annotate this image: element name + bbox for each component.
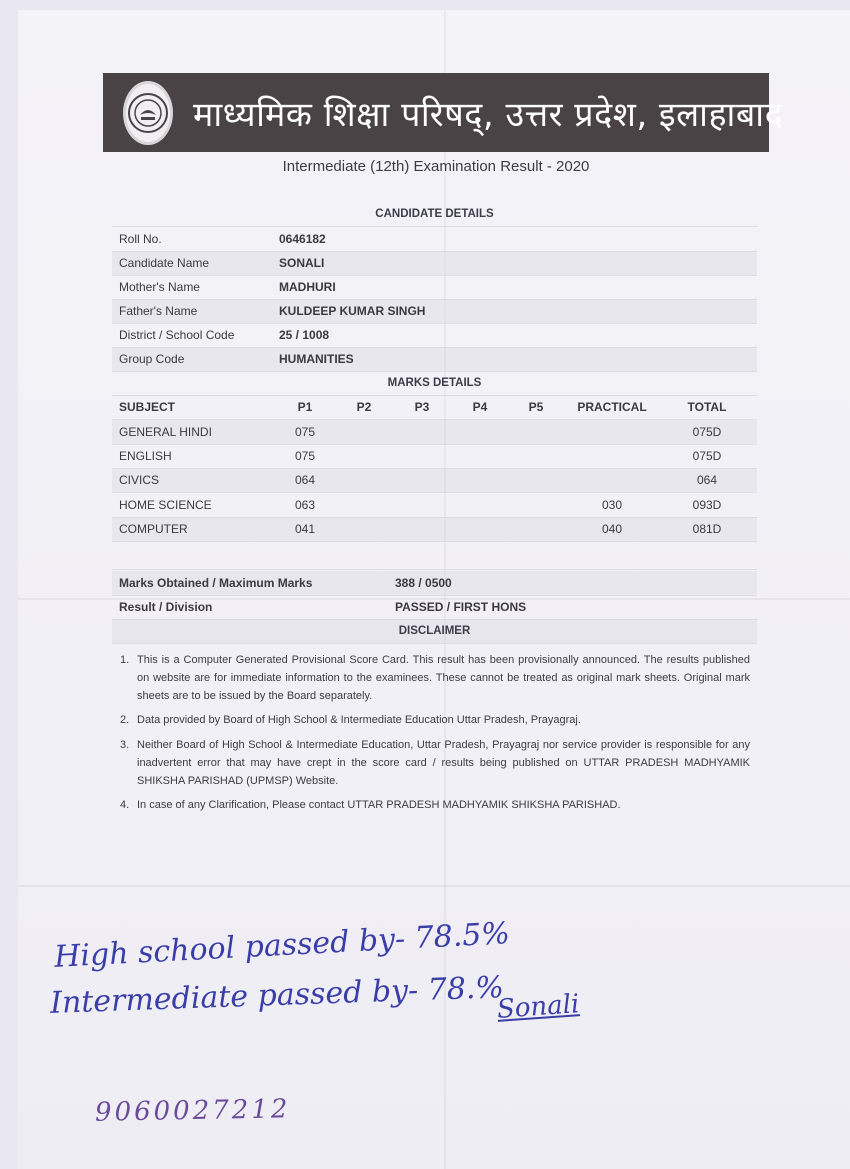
school-code: 25 / 1008 <box>279 328 330 342</box>
handwritten-intermediate-note: Intermediate passed by- 78.% <box>49 970 505 1021</box>
subject-name: GENERAL HINDI <box>119 425 212 439</box>
marks-row <box>112 493 757 518</box>
candidate-field-row <box>112 299 757 324</box>
marks-obtained-label: Marks Obtained / Maximum Marks <box>119 576 313 590</box>
p1-mark: 064 <box>294 473 316 487</box>
result-value: PASSED / FIRST HONS <box>395 600 527 614</box>
column-header: P4 <box>472 400 488 414</box>
p1-mark: 041 <box>294 522 316 536</box>
marks-summary-row <box>112 571 757 596</box>
column-header: PRACTICAL <box>577 400 647 414</box>
total-mark: 075D <box>692 449 722 463</box>
mother-name: MADHURI <box>279 280 336 294</box>
father-name: KULDEEP KUMAR SINGH <box>279 304 426 318</box>
result-row <box>112 595 757 620</box>
result-label: Result / Division <box>119 600 213 614</box>
paper-fold <box>18 885 850 887</box>
column-header: P5 <box>528 400 544 414</box>
candidate-section-header: CANDIDATE DETAILS <box>112 202 757 227</box>
subject-name: HOME SCIENCE <box>119 498 212 512</box>
handwritten-phone-number: 9060027212 <box>94 1094 291 1128</box>
candidate-field-row <box>112 275 757 300</box>
field-label: Father's Name <box>119 304 198 318</box>
handwritten-signature: Sonali <box>496 989 581 1025</box>
total-mark: 093D <box>692 498 722 512</box>
marks-obtained-value: 388 / 0500 <box>395 576 452 590</box>
marks-row <box>112 468 757 493</box>
blank-row <box>112 545 757 570</box>
candidate-field-row <box>112 251 757 276</box>
subject-name: CIVICS <box>119 473 160 487</box>
column-header: TOTAL <box>687 400 727 414</box>
marks-header-row <box>112 395 757 420</box>
total-mark: 064 <box>696 473 718 487</box>
marks-section-header: MARKS DETAILS <box>112 371 757 396</box>
disclaimer-item: 2. Data provided by Board of High School & Intermediate Education Uttar Pradesh, Prayagraj. <box>120 714 581 726</box>
column-header: SUBJECT <box>119 400 176 414</box>
subject-name: COMPUTER <box>119 522 188 536</box>
practical-mark: 040 <box>601 522 623 536</box>
exam-title: Intermediate (12th) Examination Result - 2020 <box>282 158 590 175</box>
marks-row <box>112 444 757 469</box>
marks-row <box>112 517 757 542</box>
field-label: Roll No. <box>119 232 162 246</box>
board-banner <box>103 73 784 152</box>
disclaimer-item: 3. Neither Board of High School & Intermediate Education, Uttar Pradesh, Prayagraj nor service provider is responsible for any inadvertent error that may have crept in the score card / results being published on UTTAR PRADESH MADHYAMIK SHIKSHA PARISHAD (UPMSP) Website. <box>120 739 750 787</box>
candidate-name: SONALI <box>279 256 325 270</box>
marks-row <box>112 420 757 445</box>
practical-mark: 030 <box>601 498 623 512</box>
column-header: P1 <box>297 400 313 414</box>
column-header: P3 <box>414 400 430 414</box>
field-label: Candidate Name <box>119 256 210 270</box>
group-code: HUMANITIES <box>279 352 354 366</box>
disclaimer-item: 4. In case of any Clarification, Please contact UTTAR PRADESH MADHYAMIK SHIKSHA PARISHAD. <box>120 799 621 811</box>
p1-mark: 075 <box>294 449 316 463</box>
roll-number: 0646182 <box>279 232 326 246</box>
total-mark: 075D <box>692 425 722 439</box>
field-label: Mother's Name <box>119 280 200 294</box>
disclaimer-header: DISCLAIMER <box>112 619 757 644</box>
total-mark: 081D <box>692 522 722 536</box>
candidate-field-row <box>112 323 757 348</box>
p1-mark: 075 <box>294 425 316 439</box>
handwritten-highschool-note: High school passed by- 78.5% <box>53 916 511 975</box>
disclaimer-item: 1. This is a Computer Generated Provisional Score Card. This result has been provisionally announced. The results published on website are for immediate information to the examinees. These cannot be treated as original mark sheets. Original mark sheets are to be issued by the Board separately. <box>120 654 750 702</box>
field-label: Group Code <box>119 352 185 366</box>
column-header: P2 <box>356 400 372 414</box>
subject-name: ENGLISH <box>119 449 172 463</box>
p1-mark: 063 <box>294 498 316 512</box>
candidate-field-row <box>112 347 757 372</box>
board-emblem-icon <box>123 81 173 145</box>
field-label: District / School Code <box>119 328 235 342</box>
candidate-field-row <box>112 227 757 252</box>
board-name-hindi: माध्यमिक शिक्षा परिषद्, उत्तर प्रदेश, इलाहाबाद <box>193 94 784 135</box>
